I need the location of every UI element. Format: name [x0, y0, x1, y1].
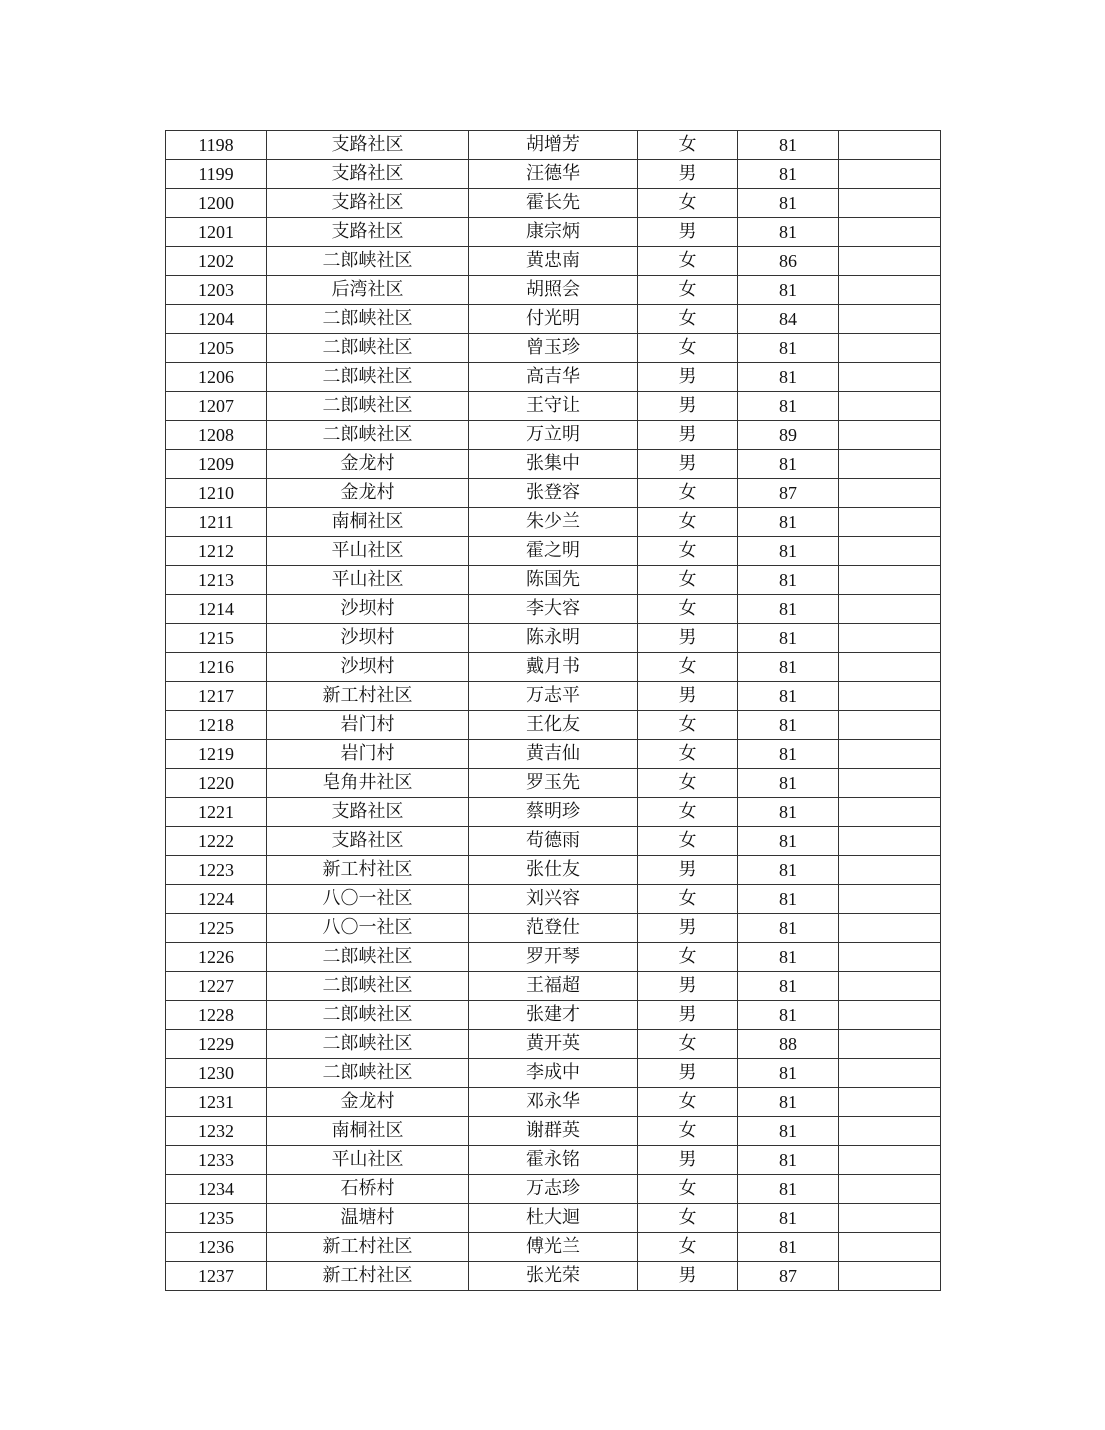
table-row [166, 972, 941, 1001]
person-name-cell: 谢群英 [469, 1117, 638, 1146]
remark-cell [839, 769, 941, 798]
remark-cell [839, 566, 941, 595]
community-cell: 支路社区 [267, 160, 469, 189]
remark-cell [839, 392, 941, 421]
community-cell: 南桐社区 [267, 1117, 469, 1146]
community-cell: 二郎峡社区 [267, 334, 469, 363]
gender-cell: 女 [638, 595, 738, 624]
gender-cell: 女 [638, 711, 738, 740]
gender-cell: 男 [638, 682, 738, 711]
community-cell: 平山社区 [267, 537, 469, 566]
gender-cell: 男 [638, 160, 738, 189]
serial-number-cell: 1229 [166, 1030, 267, 1059]
gender-cell: 女 [638, 305, 738, 334]
person-name-cell: 王福超 [469, 972, 638, 1001]
gender-cell: 男 [638, 1059, 738, 1088]
table-row [166, 711, 941, 740]
remark-cell [839, 1146, 941, 1175]
person-name-cell: 范登仕 [469, 914, 638, 943]
table-row [166, 479, 941, 508]
gender-cell: 女 [638, 798, 738, 827]
table-row [166, 943, 941, 972]
gender-cell: 男 [638, 363, 738, 392]
age-cell: 81 [738, 682, 839, 711]
gender-cell: 男 [638, 624, 738, 653]
serial-number-cell: 1231 [166, 1088, 267, 1117]
table-row [166, 247, 941, 276]
serial-number-cell: 1204 [166, 305, 267, 334]
gender-cell: 男 [638, 972, 738, 1001]
community-cell: 二郎峡社区 [267, 305, 469, 334]
table-row [166, 653, 941, 682]
remark-cell [839, 740, 941, 769]
remark-cell [839, 1233, 941, 1262]
age-cell: 81 [738, 972, 839, 1001]
person-name-cell: 罗玉先 [469, 769, 638, 798]
serial-number-cell: 1206 [166, 363, 267, 392]
person-name-cell: 张光荣 [469, 1262, 638, 1291]
serial-number-cell: 1234 [166, 1175, 267, 1204]
person-name-cell: 万志珍 [469, 1175, 638, 1204]
person-name-cell: 王化友 [469, 711, 638, 740]
serial-number-cell: 1205 [166, 334, 267, 363]
age-cell: 81 [738, 189, 839, 218]
serial-number-cell: 1210 [166, 479, 267, 508]
person-name-cell: 朱少兰 [469, 508, 638, 537]
remark-cell [839, 479, 941, 508]
community-cell: 沙坝村 [267, 595, 469, 624]
person-name-cell: 苟德雨 [469, 827, 638, 856]
serial-number-cell: 1198 [166, 131, 267, 160]
remark-cell [839, 131, 941, 160]
gender-cell: 女 [638, 508, 738, 537]
person-name-cell: 刘兴容 [469, 885, 638, 914]
table-row [166, 1088, 941, 1117]
serial-number-cell: 1235 [166, 1204, 267, 1233]
gender-cell: 女 [638, 276, 738, 305]
gender-cell: 男 [638, 421, 738, 450]
remark-cell [839, 1117, 941, 1146]
serial-number-cell: 1224 [166, 885, 267, 914]
gender-cell: 男 [638, 1262, 738, 1291]
person-name-cell: 杜大迴 [469, 1204, 638, 1233]
community-cell: 石桥村 [267, 1175, 469, 1204]
age-cell: 81 [738, 1233, 839, 1262]
remark-cell [839, 508, 941, 537]
table-row [166, 334, 941, 363]
person-name-cell: 蔡明珍 [469, 798, 638, 827]
gender-cell: 女 [638, 1233, 738, 1262]
remark-cell [839, 160, 941, 189]
person-name-cell: 张建才 [469, 1001, 638, 1030]
community-cell: 支路社区 [267, 131, 469, 160]
age-cell: 84 [738, 305, 839, 334]
community-cell: 二郎峡社区 [267, 943, 469, 972]
serial-number-cell: 1236 [166, 1233, 267, 1262]
table-row [166, 798, 941, 827]
table-row [166, 1204, 941, 1233]
table-row [166, 1233, 941, 1262]
table-row [166, 566, 941, 595]
table-row [166, 1117, 941, 1146]
remark-cell [839, 798, 941, 827]
community-cell: 支路社区 [267, 798, 469, 827]
community-cell: 金龙村 [267, 479, 469, 508]
table-row [166, 885, 941, 914]
table-row [166, 218, 941, 247]
person-name-cell: 张仕友 [469, 856, 638, 885]
gender-cell: 女 [638, 334, 738, 363]
serial-number-cell: 1203 [166, 276, 267, 305]
gender-cell: 男 [638, 1001, 738, 1030]
community-cell: 新工村社区 [267, 1233, 469, 1262]
serial-number-cell: 1233 [166, 1146, 267, 1175]
person-name-cell: 张登容 [469, 479, 638, 508]
gender-cell: 女 [638, 769, 738, 798]
serial-number-cell: 1202 [166, 247, 267, 276]
community-cell: 平山社区 [267, 1146, 469, 1175]
remark-cell [839, 1175, 941, 1204]
person-name-cell: 胡增芳 [469, 131, 638, 160]
gender-cell: 女 [638, 653, 738, 682]
person-name-cell: 张集中 [469, 450, 638, 479]
serial-number-cell: 1230 [166, 1059, 267, 1088]
community-cell: 岩门村 [267, 711, 469, 740]
community-cell: 岩门村 [267, 740, 469, 769]
age-cell: 81 [738, 827, 839, 856]
age-cell: 81 [738, 856, 839, 885]
gender-cell: 女 [638, 131, 738, 160]
remark-cell [839, 1001, 941, 1030]
age-cell: 81 [738, 218, 839, 247]
serial-number-cell: 1220 [166, 769, 267, 798]
remark-cell [839, 363, 941, 392]
remark-cell [839, 1088, 941, 1117]
age-cell: 88 [738, 1030, 839, 1059]
table-row [166, 537, 941, 566]
serial-number-cell: 1232 [166, 1117, 267, 1146]
remark-cell [839, 189, 941, 218]
age-cell: 81 [738, 537, 839, 566]
remark-cell [839, 653, 941, 682]
serial-number-cell: 1211 [166, 508, 267, 537]
table-row [166, 189, 941, 218]
community-cell: 支路社区 [267, 189, 469, 218]
table-row [166, 305, 941, 334]
remark-cell [839, 1059, 941, 1088]
community-cell: 二郎峡社区 [267, 363, 469, 392]
age-cell: 81 [738, 392, 839, 421]
gender-cell: 男 [638, 450, 738, 479]
person-name-cell: 曾玉珍 [469, 334, 638, 363]
table-row [166, 160, 941, 189]
person-name-cell: 李成中 [469, 1059, 638, 1088]
remark-cell [839, 624, 941, 653]
gender-cell: 男 [638, 856, 738, 885]
age-cell: 81 [738, 885, 839, 914]
community-cell: 二郎峡社区 [267, 421, 469, 450]
community-cell: 新工村社区 [267, 1262, 469, 1291]
community-cell: 二郎峡社区 [267, 972, 469, 1001]
age-cell: 81 [738, 653, 839, 682]
person-name-cell: 罗开琴 [469, 943, 638, 972]
age-cell: 81 [738, 769, 839, 798]
person-name-cell: 黄吉仙 [469, 740, 638, 769]
age-cell: 81 [738, 943, 839, 972]
serial-number-cell: 1212 [166, 537, 267, 566]
gender-cell: 女 [638, 1175, 738, 1204]
serial-number-cell: 1225 [166, 914, 267, 943]
table-row [166, 450, 941, 479]
community-cell: 二郎峡社区 [267, 1001, 469, 1030]
person-name-cell: 汪德华 [469, 160, 638, 189]
remark-cell [839, 247, 941, 276]
age-cell: 81 [738, 624, 839, 653]
person-name-cell: 傅光兰 [469, 1233, 638, 1262]
remark-cell [839, 711, 941, 740]
gender-cell: 女 [638, 566, 738, 595]
gender-cell: 女 [638, 189, 738, 218]
remark-cell [839, 276, 941, 305]
table-row [166, 131, 941, 160]
table-row [166, 1146, 941, 1175]
serial-number-cell: 1237 [166, 1262, 267, 1291]
community-cell: 金龙村 [267, 1088, 469, 1117]
serial-number-cell: 1209 [166, 450, 267, 479]
remark-cell [839, 827, 941, 856]
table-row [166, 363, 941, 392]
person-name-cell: 霍长先 [469, 189, 638, 218]
remark-cell [839, 885, 941, 914]
gender-cell: 男 [638, 392, 738, 421]
gender-cell: 女 [638, 247, 738, 276]
gender-cell: 女 [638, 1117, 738, 1146]
serial-number-cell: 1199 [166, 160, 267, 189]
gender-cell: 女 [638, 1088, 738, 1117]
table-row [166, 1059, 941, 1088]
age-cell: 81 [738, 1001, 839, 1030]
gender-cell: 女 [638, 740, 738, 769]
remark-cell [839, 1262, 941, 1291]
table-row [166, 421, 941, 450]
gender-cell: 女 [638, 827, 738, 856]
serial-number-cell: 1215 [166, 624, 267, 653]
remark-cell [839, 218, 941, 247]
table-row [166, 392, 941, 421]
person-name-cell: 李大容 [469, 595, 638, 624]
age-cell: 81 [738, 566, 839, 595]
community-cell: 新工村社区 [267, 682, 469, 711]
person-name-cell: 付光明 [469, 305, 638, 334]
serial-number-cell: 1214 [166, 595, 267, 624]
serial-number-cell: 1207 [166, 392, 267, 421]
table-row [166, 276, 941, 305]
remark-cell [839, 943, 941, 972]
table-row [166, 1175, 941, 1204]
remark-cell [839, 1204, 941, 1233]
roster-table [165, 130, 941, 1291]
age-cell: 81 [738, 363, 839, 392]
serial-number-cell: 1200 [166, 189, 267, 218]
gender-cell: 男 [638, 914, 738, 943]
age-cell: 81 [738, 1059, 839, 1088]
community-cell: 后湾社区 [267, 276, 469, 305]
age-cell: 81 [738, 798, 839, 827]
remark-cell [839, 450, 941, 479]
remark-cell [839, 972, 941, 1001]
person-name-cell: 康宗炳 [469, 218, 638, 247]
serial-number-cell: 1216 [166, 653, 267, 682]
remark-cell [839, 421, 941, 450]
gender-cell: 男 [638, 1146, 738, 1175]
age-cell: 86 [738, 247, 839, 276]
age-cell: 81 [738, 1088, 839, 1117]
age-cell: 81 [738, 1204, 839, 1233]
person-name-cell: 万志平 [469, 682, 638, 711]
table-row [166, 856, 941, 885]
serial-number-cell: 1213 [166, 566, 267, 595]
age-cell: 81 [738, 914, 839, 943]
table-row [166, 682, 941, 711]
remark-cell [839, 595, 941, 624]
serial-number-cell: 1226 [166, 943, 267, 972]
age-cell: 81 [738, 334, 839, 363]
community-cell: 沙坝村 [267, 624, 469, 653]
table-row [166, 595, 941, 624]
serial-number-cell: 1201 [166, 218, 267, 247]
person-name-cell: 王守让 [469, 392, 638, 421]
person-name-cell: 胡照会 [469, 276, 638, 305]
remark-cell [839, 537, 941, 566]
community-cell: 南桐社区 [267, 508, 469, 537]
gender-cell: 女 [638, 885, 738, 914]
table-row [166, 827, 941, 856]
person-name-cell: 黄忠南 [469, 247, 638, 276]
community-cell: 金龙村 [267, 450, 469, 479]
community-cell: 二郎峡社区 [267, 392, 469, 421]
remark-cell [839, 914, 941, 943]
person-name-cell: 黄开英 [469, 1030, 638, 1059]
serial-number-cell: 1221 [166, 798, 267, 827]
community-cell: 沙坝村 [267, 653, 469, 682]
table-row [166, 914, 941, 943]
remark-cell [839, 1030, 941, 1059]
community-cell: 八〇一社区 [267, 914, 469, 943]
roster-table-body [166, 131, 941, 1291]
person-name-cell: 邓永华 [469, 1088, 638, 1117]
gender-cell: 女 [638, 1030, 738, 1059]
remark-cell [839, 682, 941, 711]
table-row [166, 1262, 941, 1291]
age-cell: 87 [738, 479, 839, 508]
person-name-cell: 万立明 [469, 421, 638, 450]
community-cell: 新工村社区 [267, 856, 469, 885]
table-row [166, 624, 941, 653]
table-row [166, 1001, 941, 1030]
age-cell: 81 [738, 276, 839, 305]
community-cell: 二郎峡社区 [267, 247, 469, 276]
gender-cell: 男 [638, 218, 738, 247]
age-cell: 81 [738, 1175, 839, 1204]
gender-cell: 女 [638, 479, 738, 508]
table-row [166, 508, 941, 537]
age-cell: 81 [738, 508, 839, 537]
serial-number-cell: 1208 [166, 421, 267, 450]
community-cell: 八〇一社区 [267, 885, 469, 914]
serial-number-cell: 1223 [166, 856, 267, 885]
serial-number-cell: 1219 [166, 740, 267, 769]
serial-number-cell: 1217 [166, 682, 267, 711]
person-name-cell: 高吉华 [469, 363, 638, 392]
community-cell: 平山社区 [267, 566, 469, 595]
community-cell: 皂角井社区 [267, 769, 469, 798]
community-cell: 二郎峡社区 [267, 1059, 469, 1088]
community-cell: 二郎峡社区 [267, 1030, 469, 1059]
age-cell: 87 [738, 1262, 839, 1291]
serial-number-cell: 1228 [166, 1001, 267, 1030]
serial-number-cell: 1222 [166, 827, 267, 856]
remark-cell [839, 305, 941, 334]
age-cell: 81 [738, 131, 839, 160]
age-cell: 81 [738, 1146, 839, 1175]
gender-cell: 女 [638, 1204, 738, 1233]
person-name-cell: 霍永铭 [469, 1146, 638, 1175]
age-cell: 89 [738, 421, 839, 450]
community-cell: 支路社区 [267, 827, 469, 856]
person-name-cell: 戴月书 [469, 653, 638, 682]
remark-cell [839, 856, 941, 885]
remark-cell [839, 334, 941, 363]
serial-number-cell: 1218 [166, 711, 267, 740]
table-row [166, 1030, 941, 1059]
serial-number-cell: 1227 [166, 972, 267, 1001]
age-cell: 81 [738, 595, 839, 624]
table-row [166, 740, 941, 769]
gender-cell: 女 [638, 943, 738, 972]
person-name-cell: 陈永明 [469, 624, 638, 653]
age-cell: 81 [738, 160, 839, 189]
age-cell: 81 [738, 450, 839, 479]
community-cell: 温塘村 [267, 1204, 469, 1233]
community-cell: 支路社区 [267, 218, 469, 247]
person-name-cell: 霍之明 [469, 537, 638, 566]
age-cell: 81 [738, 1117, 839, 1146]
table-row [166, 769, 941, 798]
age-cell: 81 [738, 740, 839, 769]
age-cell: 81 [738, 711, 839, 740]
person-name-cell: 陈国先 [469, 566, 638, 595]
gender-cell: 女 [638, 537, 738, 566]
